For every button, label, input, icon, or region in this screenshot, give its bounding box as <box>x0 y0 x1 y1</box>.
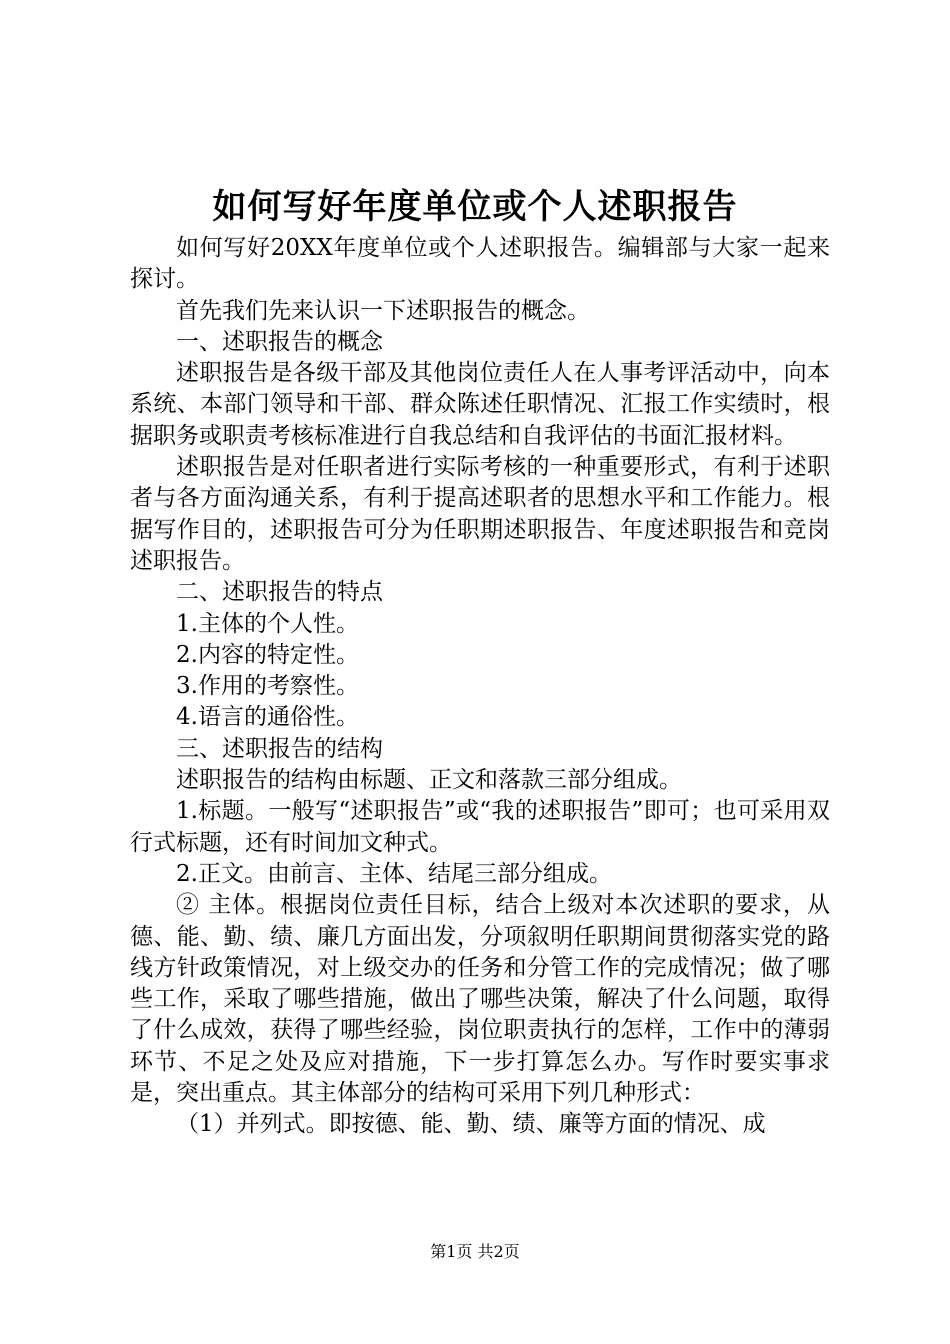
paragraph-structure-overview: 述职报告的结构由标题、正文和落款三部分组成。 <box>176 767 682 794</box>
document-title: 如何写好年度单位或个人述职报告 <box>212 187 738 227</box>
paragraph-main-body: ② 主体。根据岗位责任目标，结合上级对本次述职的要求，从德、能、勤、绩、廉几方面出发，分项叙明任职期间贯彻落实党的路线方针政策情况，对上级交办的任务和分管工作的完成情况；做了哪些工作，采取了哪些措施，做出了哪些决策，解决了什么问题，取得了什么成效，获得了哪些经验，岗位职责执行的怎样，工作中的薄弱环节、不足之处及应对措施，下一步打算怎么办。写作时要实事求是，突出重点。其主体部分的结构可采用下列几种形式： <box>130 892 830 1107</box>
paragraph-structure-body: 2.正文。由前言、主体、结尾三部分组成。 <box>176 860 612 887</box>
paragraph-parallel-form: （1）并列式。即按德、能、勤、绩、廉等方面的情况、成 <box>176 1111 766 1138</box>
section-heading-structure: 三、述职报告的结构 <box>176 735 383 762</box>
paragraph-first-concept: 首先我们先来认识一下述职报告的概念。 <box>176 297 590 324</box>
paragraph-structure-title: 1.标题。一般写“述职报告”或“我的述职报告”即可；也可采用双行式标题，还有时间加文种式。 <box>130 798 830 856</box>
list-item-feature-4: 4.语言的通俗性。 <box>176 704 359 731</box>
page-number-footer: 第1页 共2页 <box>430 1242 520 1261</box>
list-item-feature-3: 3.作用的考察性。 <box>176 673 359 700</box>
document-body <box>130 233 830 1141</box>
list-item-feature-1: 1.主体的个人性。 <box>176 610 359 637</box>
section-heading-features: 二、述职报告的特点 <box>176 579 383 606</box>
list-item-feature-2: 2.内容的特定性。 <box>176 641 359 668</box>
paragraph-definition: 述职报告是各级干部及其他岗位责任人在人事考评活动中，向本系统、本部门领导和干部、群众陈述任职情况、汇报工作实绩时，根据职务或职责考核标准进行自我总结和自我评估的书面汇报材料。 <box>130 360 830 449</box>
section-heading-concept: 一、述职报告的概念 <box>176 328 383 355</box>
paragraph-intro: 如何写好20XX年度单位或个人述职报告。编辑部与大家一起来探讨。 <box>130 235 830 293</box>
paragraph-importance: 述职报告是对任职者进行实际考核的一种重要形式，有利于述职者与各方面沟通关系，有利于提高述职者的思想水平和工作能力。根据写作目的，述职报告可分为任职期述职报告、年度述职报告和竞岗述职报告。 <box>130 454 830 574</box>
